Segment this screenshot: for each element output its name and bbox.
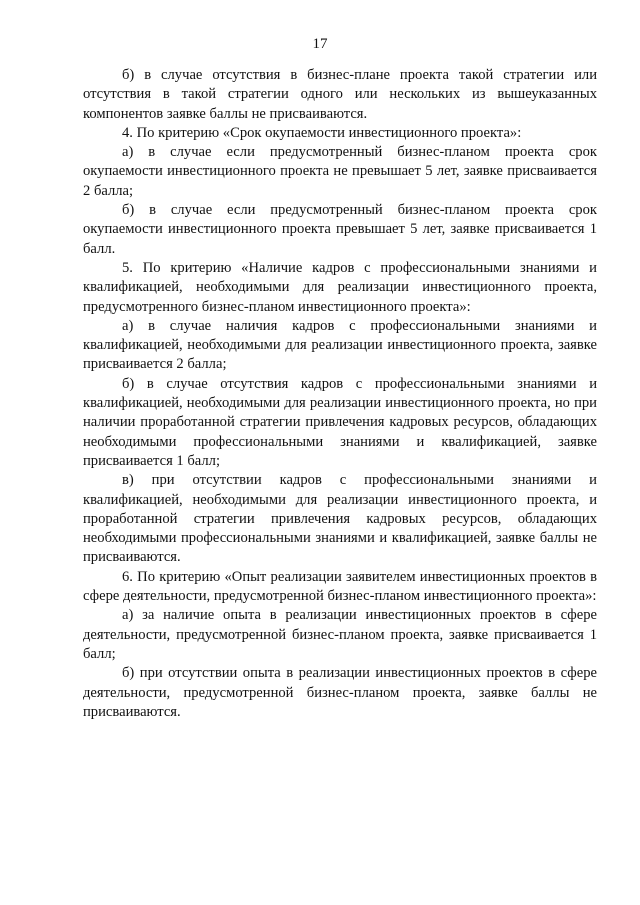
page-number: 17 xyxy=(312,36,328,52)
criterion-4-item-a: а) в случае если предусмотренный бизнес-планом проекта срок окупаемости инвестиционного проекта не превышает 5 лет, заявке присваивается 2 балла; xyxy=(83,144,597,199)
criterion-5-item-a: а) в случае наличия кадров с профессиональными знаниями и квалификацией, необходимыми для реализации инвестиционного проекта, заявке присваивается 2 балла; xyxy=(83,317,597,373)
criterion-6-item-a: а) за наличие опыта в реализации инвестиционных проектов в сфере деятельности, предусмотренной бизнес-планом проекта, заявке присваивается 1 балл; xyxy=(83,607,597,662)
paragraph-3b-no-strategy: б) в случае отсутствия в бизнес-плане проекта такой стратегии или отсутствия в такой стратегии одного или нескольких из вышеуказанных компонентов заявке баллы не присваиваются. xyxy=(83,67,597,122)
criterion-6-item-b: б) при отсутствии опыта в реализации инвестиционных проектов в сфере деятельности, предусмотренной бизнес-планом проекта, заявке баллы не присваиваются. xyxy=(83,665,597,720)
criterion-5-item-b: б) в случае отсутствия кадров с профессиональными знаниями и квалификацией, необходимыми для реализации инвестиционного проекта, но при наличии проработанной стратегии привлечения кадровых ресурсов, обладающих необходимыми профессиональными знаниями и квалификацией, заявке присваивается 1 балл; xyxy=(83,375,597,469)
criterion-5-heading: 5. По критерию «Наличие кадров с профессиональными знаниями и квалификацией, необходимыми для реализации инвестиционного проекта, предусмотренного бизнес-планом инвестиционного проекта»: xyxy=(83,259,597,315)
criterion-4-heading: 4. По критерию «Срок окупаемости инвестиционного проекта»: xyxy=(122,124,522,141)
criterion-5-item-v: в) при отсутствии кадров с профессиональными знаниями и квалификацией, необходимыми для реализации инвестиционного проекта, и проработанной стратегии привлечения кадровых ресурсов, обладающих необходимыми профессиональными знаниями и квалификацией, заявке баллы не присваиваются. xyxy=(83,472,597,566)
criterion-4-item-b: б) в случае если предусмотренный бизнес-планом проекта срок окупаемости инвестиционного проекта превышает 5 лет, заявке присваивается 1 балл. xyxy=(83,202,597,257)
document-body xyxy=(83,66,597,722)
criterion-6-heading: 6. По критерию «Опыт реализации заявителем инвестиционных проектов в сфере деятельности, предусмотренной бизнес-планом инвестиционного проекта»: xyxy=(83,568,597,605)
